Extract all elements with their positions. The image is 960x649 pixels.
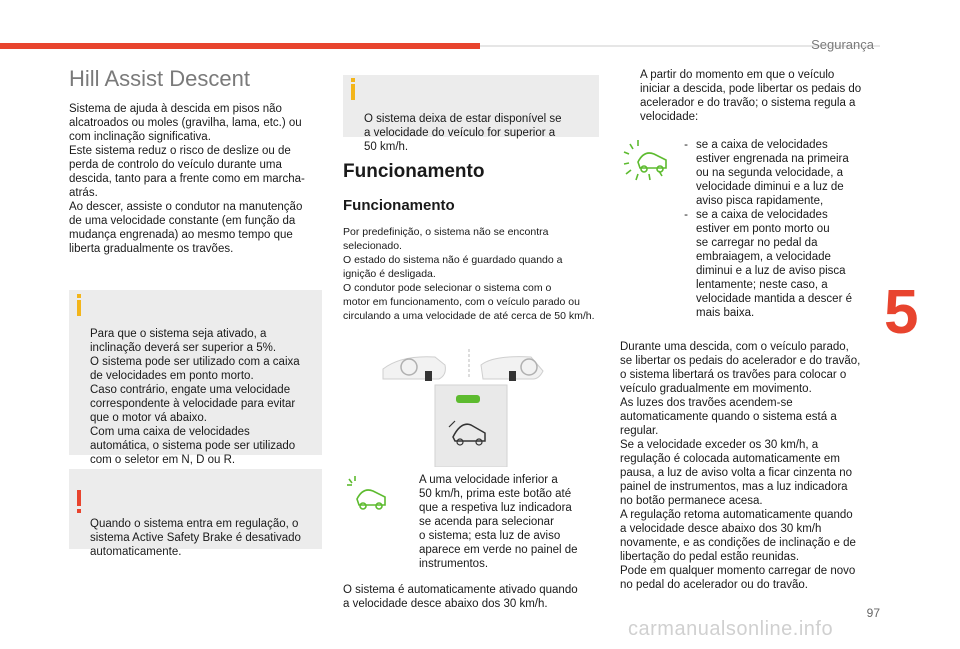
header-accent-bar [0,43,480,49]
descent-instruction: A partir do momento em que o veículo iniciar a descida, pode libertar os pedais do acelerador e do travão; o sistema regula a velocidade: [640,69,862,123]
list-item [343,473,599,571]
info-box [69,290,322,466]
subsection-heading: Funcionamento [343,197,455,214]
first-gear-case: se a caixa de velocidades estiver engrenada na primeira ou na segunda velocidade, a velocidade diminui e a luz de aviso pisca rapidamente, [696,139,849,207]
warning-box [69,469,322,558]
info-box-speed [343,75,599,153]
dash-marker: - [684,209,688,221]
page-number: 97 [866,606,880,620]
center-console-drawing [343,341,599,467]
warning-icon [77,490,81,506]
page-title: Hill Assist Descent [69,66,250,91]
info-icon [77,300,81,316]
info-icon [351,84,355,100]
warning-box-text: Quando o sistema entra em regulação, o sistema Active Safety Brake é desativado automaticamente. [90,518,301,558]
activation-instruction: A uma velocidade inferior a 50 km/h, prima este botão até que a respetiva luz indicadora se acenda para selecionar o sistema; esta luz de aviso aparece em verde no painel de instrumentos. [419,474,578,570]
info-box-speed-text: O sistema deixa de estar disponível se a velocidade do veículo for superior a 50 km/h. [364,113,562,153]
section-heading: Funcionamento [343,161,485,182]
chapter-number: 5 [884,278,919,347]
intro-text: Sistema de ajuda à descida em pisos não alcatroados ou moles (gravilha, lama, etc.) ou com inclinação significativa. Este sistema reduz o risco de deslize ou de perda de controlo do veículo durante uma descida, tanto para a frente como em marcha- atrás. Ao descer, assiste o condutor na manutenção de uma velocidade constante (em função da mudança engrenada) ao mesmo tempo que liberta gradualmente os travões. [69,103,305,255]
section-title: Segurança [811,37,874,52]
list-item [676,138,852,208]
dash-marker: - [684,139,688,151]
default-state-text: Por predefinição, o sistema não se encontra selecionado. O estado do sistema não é guardado quando a ignição é desligada. O condutor pode selecionar o sistema com o motor em funcionamento, com o veículo parado ou circulando a uma velocidade de até cerca de 50 km/h. [343,226,595,322]
list-item [676,208,852,320]
speed-regulation-list [620,138,878,320]
column-middle [343,75,599,611]
hill-descent-icon [343,473,399,513]
descent-behavior-text: Durante uma descida, com o veículo parado, se libertar os pedais do acelerador e do travão, o sistema libertará os travões para colocar o veículo gradualmente em movimento. As luzes dos travões acendem-se automaticamente quando o sistema está a regular. Se a velocidade exceder os 30 km/h, a regulação é colocada automaticamente em pausa, a luz de aviso volta a ficar cinzenta no painel de instrumentos, mas a luz indicadora no botão permanece acesa. A regulação retoma automaticamente quando a velocidade desce abaixo dos 30 km/h novamente, e as condições de inclinação e de libertação do pedal estão reunidas. Pode em qualquer momento carregar de novo no pedal do acelerador ou do travão. [620,341,861,591]
neutral-case: se a caixa de velocidades estiver em ponto morto ou se carregar no pedal da embraiagem, a velocidade diminui e a luz de aviso pisca lentamente; neste caso, a velocidade mantida a descer é mais baixa. [696,209,852,319]
list-item [620,68,878,124]
column-right [620,68,878,592]
flashing-indicator-icon [620,138,676,182]
info-box-text: Para que o sistema seja ativado, a inclinação deverá ser superior a 5%. O sistema pode ser utilizado com a caixa de velocidades em ponto morto. Caso contrário, engate uma velocidade correspondente à velocidade para evitar que o motor vá abaixo. Com uma caixa de velocidades automática, o sistema pode ser utilizado com o seletor em N, D ou R. [90,328,300,466]
activation-note: O sistema é automaticamente ativado quando a velocidade desce abaixo dos 30 km/h. [343,584,578,610]
console-illustration [343,341,599,467]
watermark: carmanualsonline.info [628,618,834,640]
column-left [69,66,322,558]
